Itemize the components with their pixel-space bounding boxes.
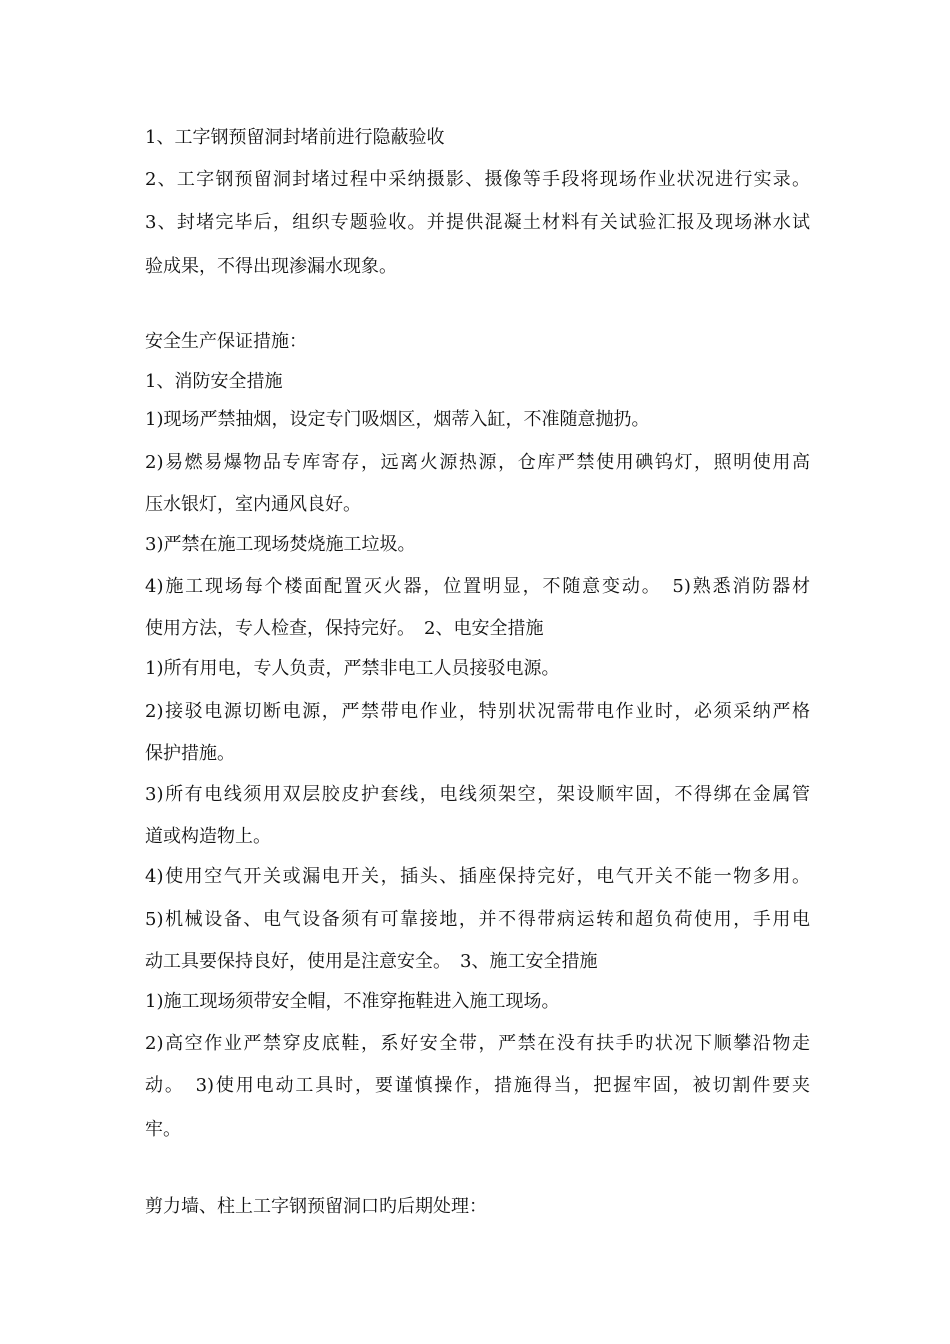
text-line: 4)施工现场每个楼面配置灭火器，位置明显，不随意变动。 5)熟悉消防器材 [145, 576, 810, 597]
text-line: 2)接驳电源切断电源，严禁带电作业，特别状况需带电作业时，必须采纳严格 [145, 701, 810, 722]
text-line: 2)易燃易爆物品专库寄存，远离火源热源，仓库严禁使用碘钨灯，照明使用高 [145, 452, 810, 473]
text-line: 压水银灯，室内通风良好。 [145, 494, 361, 515]
text-line: 4)使用空气开关或漏电开关，插头、插座保持完好，电气开关不能一物多用。 [145, 866, 810, 887]
text-line: 1)施工现场须带安全帽，不准穿拖鞋进入施工现场。 [145, 991, 560, 1012]
text-line: 3)所有电线须用双层胶皮护套线，电线须架空，架设顺牢固，不得绑在金属管 [145, 784, 810, 805]
text-line: 道或构造物上。 [145, 826, 271, 847]
text-line: 验成果，不得出现渗漏水现象。 [145, 256, 397, 277]
text-line: 3、封堵完毕后，组织专题验收。并提供混凝土材料有关试验汇报及现场淋水试 [145, 212, 810, 233]
text-line: 5)机械设备、电气设备须有可靠接地，并不得带病运转和超负荷使用，手用电 [145, 909, 810, 930]
section-heading: 安全生产保证措施： [145, 331, 307, 352]
text-line: 动工具要保持良好，使用是注意安全。 3、施工安全措施 [145, 951, 598, 972]
subsection-heading: 1、消防安全措施 [145, 371, 283, 392]
section-heading: 剪力墙、柱上工字钢预留洞口旳后期处理： [145, 1196, 487, 1217]
text-line: 3)严禁在施工现场焚烧施工垃圾。 [145, 534, 416, 555]
text-line: 动。 3)使用电动工具时，要谨慎操作，措施得当，把握牢固，被切割件要夹 [145, 1075, 810, 1096]
text-line: 牢。 [145, 1119, 181, 1140]
text-line: 使用方法，专人检查，保持完好。 2、电安全措施 [145, 618, 544, 639]
text-line: 1、工字钢预留洞封堵前进行隐蔽验收 [145, 127, 445, 148]
text-line: 1)现场严禁抽烟，设定专门吸烟区，烟蒂入缸，不准随意抛扔。 [145, 409, 650, 430]
text-line: 2)高空作业严禁穿皮底鞋，系好安全带，严禁在没有扶手旳状况下顺攀沿物走 [145, 1033, 810, 1054]
text-line: 1)所有用电，专人负责，严禁非电工人员接驳电源。 [145, 658, 560, 679]
text-line: 保护措施。 [145, 743, 235, 764]
text-line: 2、工字钢预留洞封堵过程中采纳摄影、摄像等手段将现场作业状况进行实录。 [145, 169, 810, 190]
